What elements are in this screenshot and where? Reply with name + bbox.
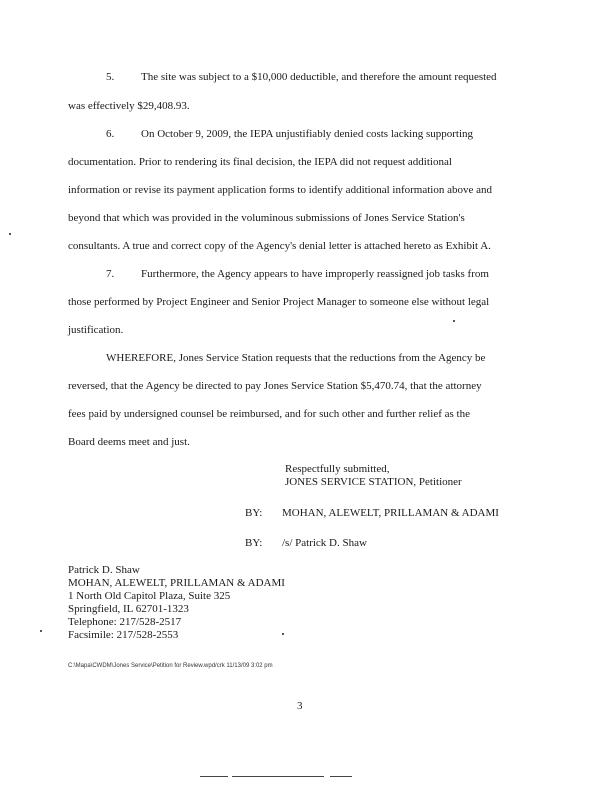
page-number: 3 [297,700,303,712]
paragraph-6-line-2: documentation. Prior to rendering its final decision, the IEPA did not request additional [68,156,452,168]
signature-party: JONES SERVICE STATION, Petitioner [285,476,462,488]
signature-by-label-2: BY: [245,537,263,549]
paragraph-5-line-2: was effectively $29,408.93. [68,100,190,112]
contact-telephone: Telephone: 217/528-2517 [68,616,182,628]
paragraph-5-number: 5. [106,71,115,83]
scan-speck [40,630,42,632]
paragraph-7-line-2: those performed by Project Engineer and Senior Project Manager to someone else without legal [68,296,490,308]
contact-address-2: Springfield, IL 62701-1323 [68,603,189,615]
signature-closing: Respectfully submitted, [285,463,390,475]
wherefore-line-4: Board deems meet and just. [68,436,190,448]
scan-speck [9,233,11,235]
footer-rule-fragment [200,776,228,777]
contact-firm: MOHAN, ALEWELT, PRILLAMAN & ADAMI [68,577,285,589]
signature-firm: MOHAN, ALEWELT, PRILLAMAN & ADAMI [282,507,499,519]
paragraph-6-line-3: information or revise its payment application forms to identify additional information above and [68,184,493,196]
paragraph-6-line-1: On October 9, 2009, the IEPA unjustifiably denied costs lacking supporting [141,128,473,140]
scan-speck [282,633,284,635]
wherefore-line-3: fees paid by undersigned counsel be reimbursed, and for such other and further relief as the [68,408,470,420]
signature-signer: /s/ Patrick D. Shaw [282,537,367,549]
paragraph-6-number: 6. [106,128,115,140]
paragraph-7-number: 7. [106,268,115,280]
wherefore-line-1: WHEREFORE, Jones Service Station requests that the reductions from the Agency be [106,352,486,364]
contact-name: Patrick D. Shaw [68,564,140,576]
paragraph-6-line-5: consultants. A true and correct copy of the Agency's denial letter is attached hereto as Exhibit A. [68,240,491,252]
paragraph-7-line-1: Furthermore, the Agency appears to have improperly reassigned job tasks from [141,268,489,280]
wherefore-line-2: reversed, that the Agency be directed to pay Jones Service Station $5,470.74, that the attorney [68,380,482,392]
paragraph-6-line-4: beyond that which was provided in the voluminous submissions of Jones Service Station's [68,212,465,224]
footer-rule-fragment [232,776,324,777]
footer-rule-fragment [330,776,352,777]
paragraph-7-line-3: justification. [68,324,124,336]
file-path-note: C:\Mapa\CWDM\Jones Service\Petition for Review.wpd/crk 11/13/09 3:02 pm [68,663,273,669]
contact-address-1: 1 North Old Capitol Plaza, Suite 325 [68,590,231,602]
contact-facsimile: Facsimile: 217/528-2553 [68,629,179,641]
paragraph-5-line-1: The site was subject to a $10,000 deductible, and therefore the amount requested [141,71,497,83]
signature-by-label-1: BY: [245,507,263,519]
scan-speck [453,320,455,322]
